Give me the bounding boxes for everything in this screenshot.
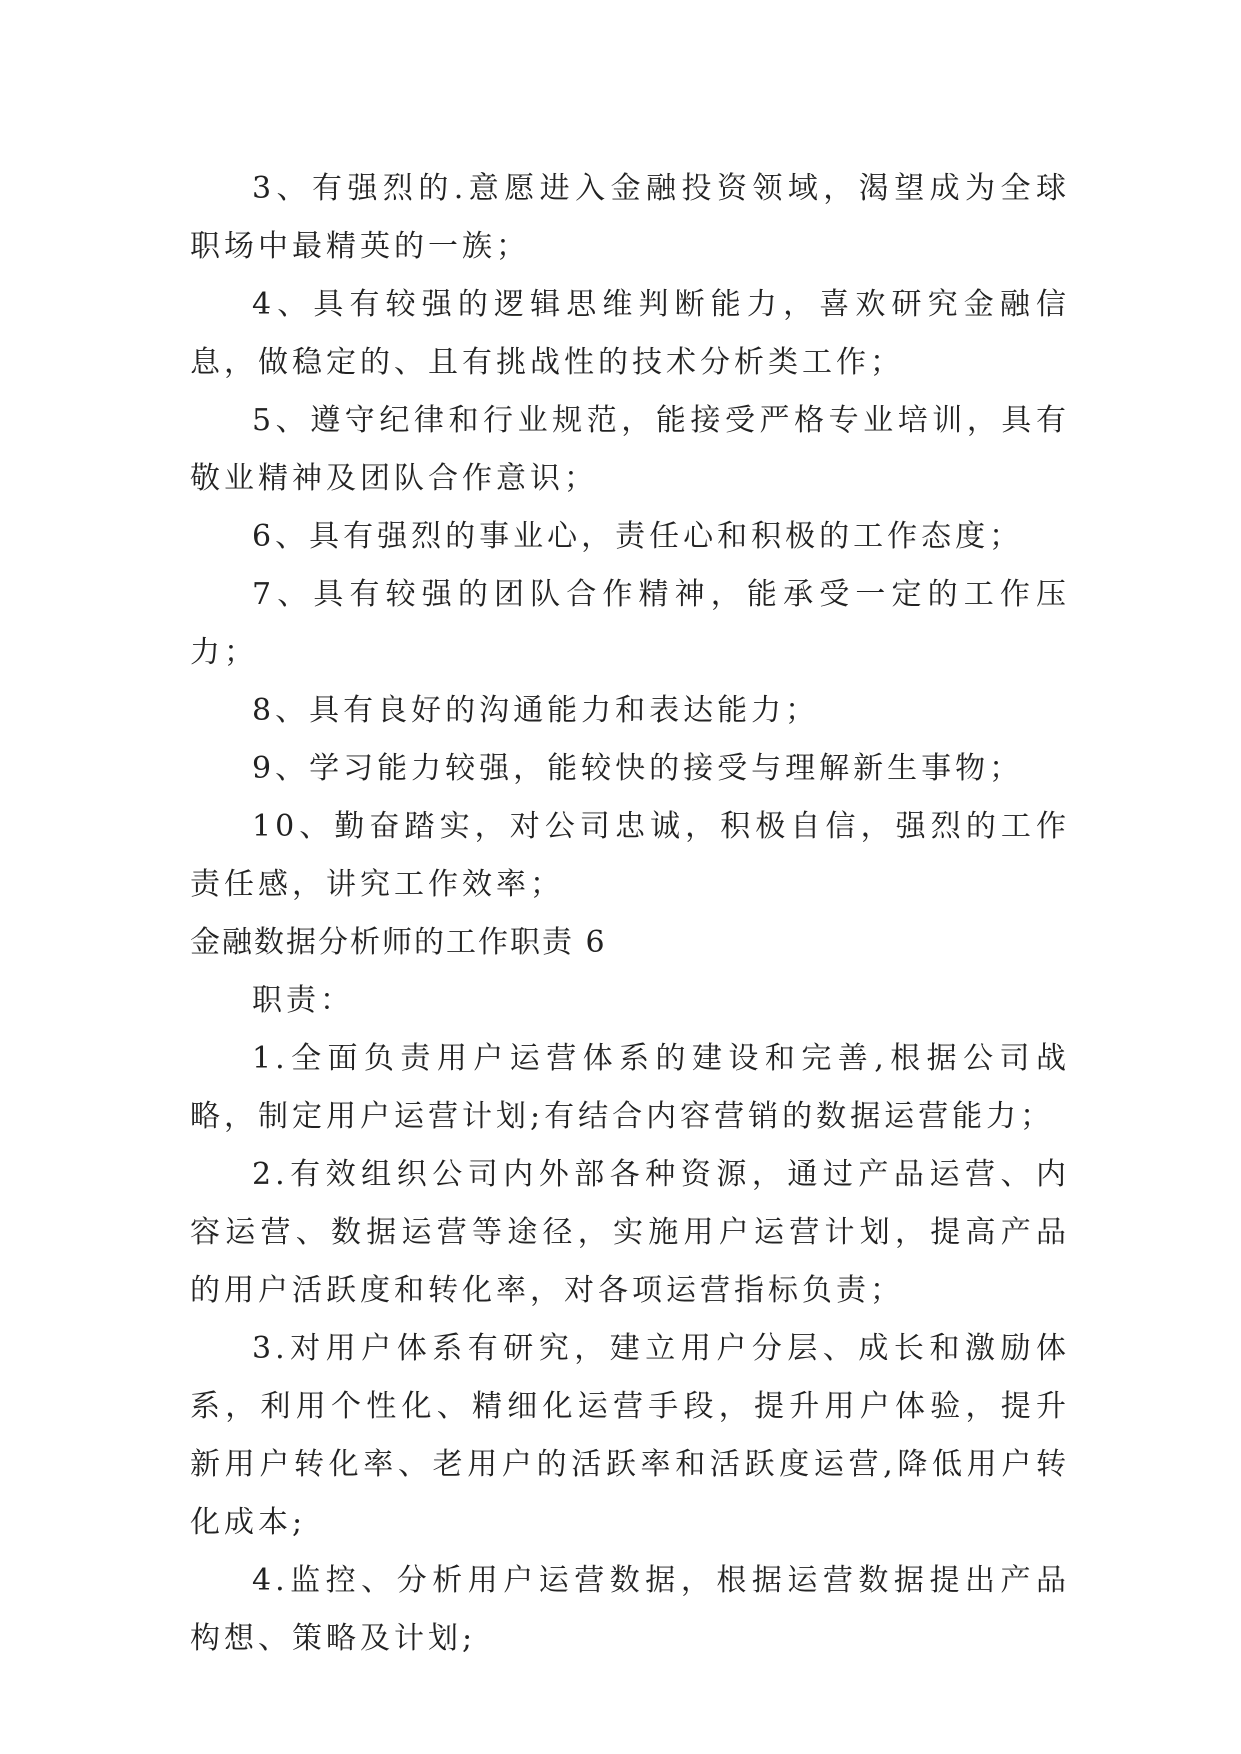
paragraph-item-4: 4、具有较强的逻辑思维判断能力，喜欢研究金融信息，做稳定的、且有挑战性的技术分析类工作； xyxy=(190,287,1070,380)
duty-item-2: 2.有效组织公司内外部各种资源，通过产品运营、内容运营、数据运营等途径，实施用户运营计划，提高产品的用户活跃度和转化率，对各项运营指标负责； xyxy=(190,1157,1070,1308)
duty-item-1: 1.全面负责用户运营体系的建设和完善,根据公司战略，制定用户运营计划;有结合内容营销的数据运营能力； xyxy=(190,1041,1070,1134)
paragraph-item-6: 6、具有强烈的事业心，责任心和积极的工作态度； xyxy=(252,519,1024,554)
paragraph-item-8: 8、具有良好的沟通能力和表达能力； xyxy=(252,693,820,728)
paragraph-item-5: 5、遵守纪律和行业规范，能接受严格专业培训，具有敬业精神及团队合作意识； xyxy=(190,403,1070,496)
duty-item-4: 4.监控、分析用户运营数据，根据运营数据提出产品构想、策略及计划; xyxy=(190,1563,1070,1656)
paragraph-item-10: 10、勤奋踏实，对公司忠诚，积极自信，强烈的工作责任感，讲究工作效率； xyxy=(190,809,1070,902)
document-body xyxy=(190,160,1070,1668)
paragraph-item-3: 3、有强烈的.意愿进入金融投资领域，渴望成为全球职场中最精英的一族； xyxy=(190,171,1070,264)
section-heading: 金融数据分析师的工作职责 6 xyxy=(190,925,607,960)
responsibilities-label: 职责： xyxy=(252,983,354,1018)
paragraph-item-7: 7、具有较强的团队合作精神，能承受一定的工作压力； xyxy=(190,577,1070,670)
paragraph-item-9: 9、学习能力较强，能较快的接受与理解新生事物； xyxy=(252,751,1024,786)
duty-item-3: 3.对用户体系有研究，建立用户分层、成长和激励体系，利用个性化、精细化运营手段，提升用户体验，提升新用户转化率、老用户的活跃率和活跃度运营,降低用户转化成本; xyxy=(190,1331,1070,1540)
